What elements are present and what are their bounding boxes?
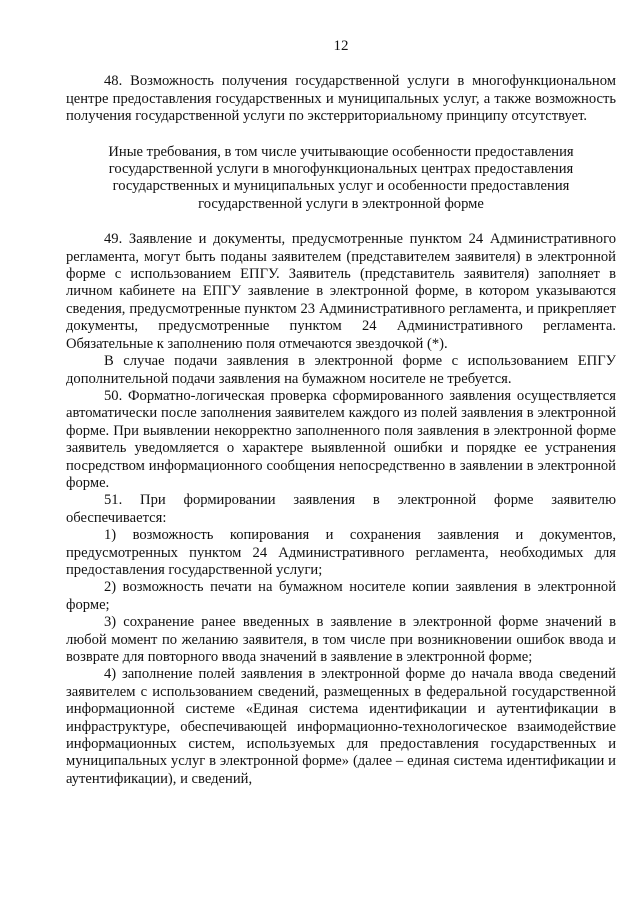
document-page bbox=[66, 38, 616, 788]
paragraph-50: 50. Форматно-логическая проверка сформированного заявления осуществляется автоматически после заполнения заявителем каждого из полей заявления в электронной форме. При выявлении некорректно заполненного поля заявления в электронной форме заявитель уведомляется о характере выявленной ошибки и порядке ее устранения посредством информационного сообщения непосредственно в заявлении в электронной форме. bbox=[66, 387, 616, 491]
list-item-3: 3) сохранение ранее введенных в заявление в электронной форме значений в любой момент по желанию заявителя, в том числе при возникновении ошибок ввода и возврате для повторного ввода значений в заявление в электронной форме; bbox=[66, 614, 616, 665]
page-number: 12 bbox=[333, 38, 349, 54]
paragraph-51: 51. При формировании заявления в электронной форме заявителю обеспечивается: bbox=[66, 492, 616, 526]
section-heading: Иные требования, в том числе учитывающие особенности предоставления государственной услуги в многофункциональных центрах предоставления государственных и муниципальных услуг и особенности предоставления государственной услуги в электронной форме bbox=[108, 143, 574, 212]
list-item-1: 1) возможность копирования и сохранения заявления и документов, предусмотренных пунктом 24 Административного регламента, необходимых для предоставления государственной услуги; bbox=[66, 527, 616, 578]
list-item-4: 4) заполнение полей заявления в электронной форме до начала ввода сведений заявителем с использованием сведений, размещенных в федеральной государственной информационной системе «Единая система идентификации и аутентификации в инфраструктуре, обеспечивающей информационно-технологическое взаимодействие информационных систем, используемых для предоставления государственных и муниципальных услуг в электронной форме» (далее – единая система идентификации и аутентификации), и сведений, bbox=[66, 666, 616, 787]
paragraph-49: 49. Заявление и документы, предусмотренные пунктом 24 Административного регламента, могут быть поданы заявителем (представителем заявителя) в электронной форме с использованием ЕПГУ. Заявитель (представитель заявителя) заполняет в личном кабинете на ЕПГУ заявление в электронной форме, в котором указываются сведения, предусмотренные пунктом 23 Административного регламента, и прикрепляет документы, предусмотренные пунктом 24 Административного регламента. Обязательные к заполнению поля отмечаются звездочкой (*). bbox=[66, 231, 616, 352]
list-item-2: 2) возможность печати на бумажном носителе копии заявления в электронной форме; bbox=[66, 579, 616, 613]
paragraph-48: 48. Возможность получения государственной услуги в многофункциональном центре предоставления государственных и муниципальных услуг, а также возможность получения государственной услуги по экстерриториальному принципу отсутствует. bbox=[66, 73, 616, 125]
paragraph-49-continuation: В случае подачи заявления в электронной форме с использованием ЕПГУ дополнительной подачи заявления на бумажном носителе не требуется. bbox=[66, 353, 616, 387]
